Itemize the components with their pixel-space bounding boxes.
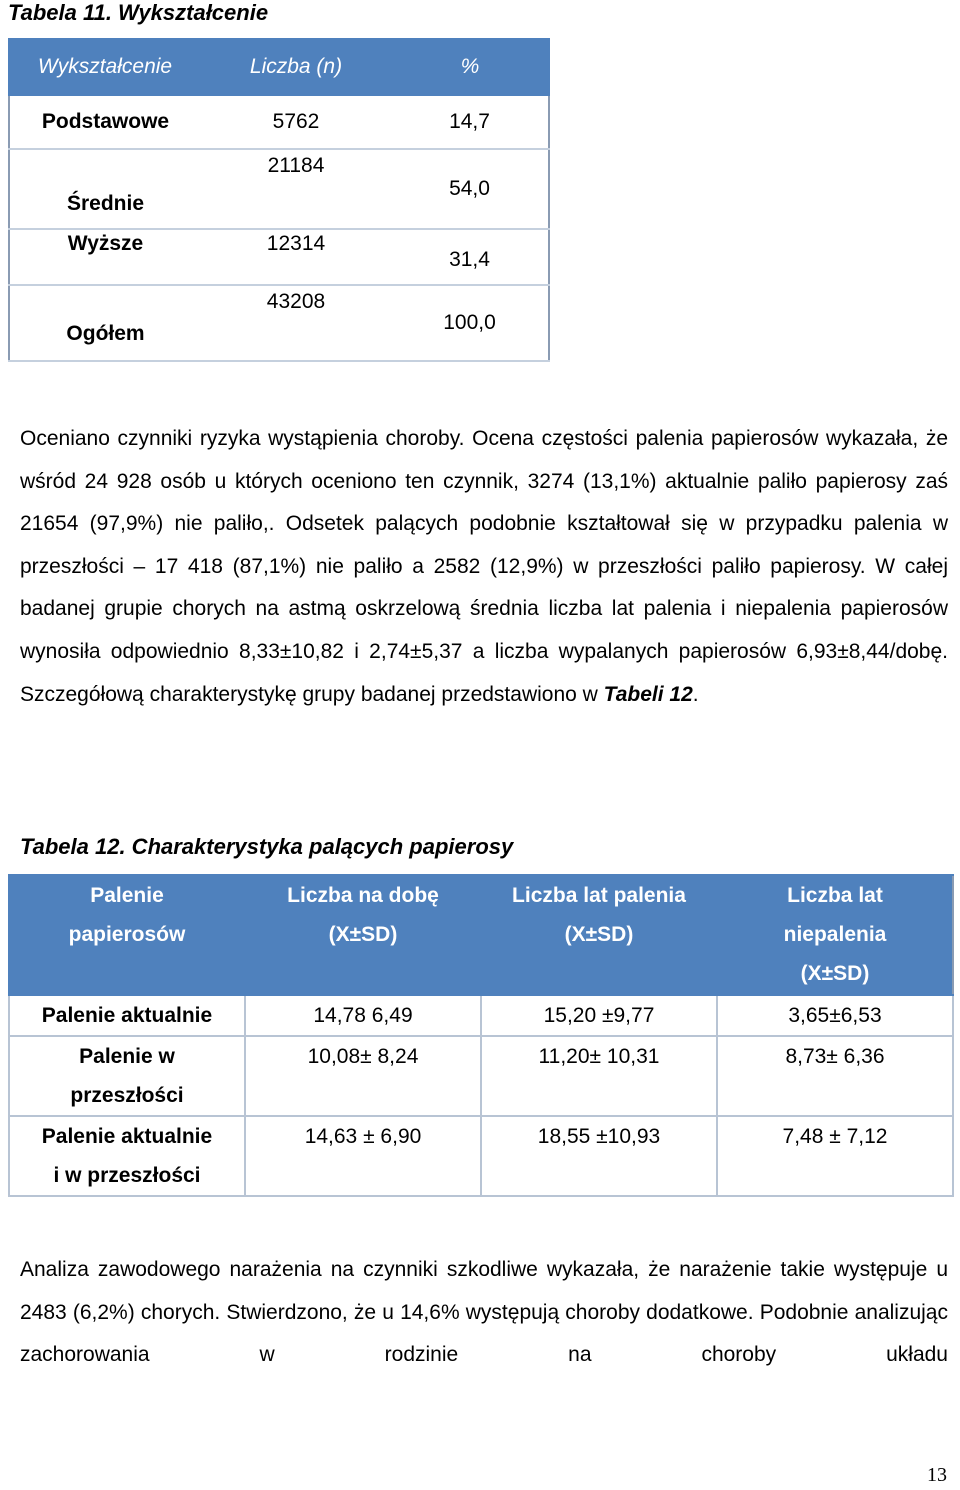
column-header: Palenie papierosów bbox=[9, 875, 245, 995]
row-label: Palenie w przeszłości bbox=[9, 1036, 245, 1116]
paragraph-end: . bbox=[692, 682, 699, 706]
table-row bbox=[9, 149, 549, 229]
row-label: Średnie bbox=[9, 149, 201, 229]
years-smoking-cell: 18,55 ±10,93 bbox=[481, 1116, 717, 1196]
table-row bbox=[9, 285, 549, 361]
smokers-table bbox=[8, 874, 954, 1197]
page-number: 13 bbox=[927, 1464, 947, 1486]
count-cell: 5762 bbox=[201, 95, 391, 149]
percent-cell: 100,0 bbox=[391, 285, 549, 361]
table-row bbox=[9, 95, 549, 149]
years-nonsmoking-cell: 7,48 ± 7,12 bbox=[717, 1116, 953, 1196]
table-row bbox=[9, 1116, 953, 1196]
body-paragraph-2: Analiza zawodowego narażenia na czynniki szkodliwe wykazała, że narażenie takie występuje u 2483 (6,2%) chorych. Stwierdzono, że u 14,6% występują choroby dodatkowe. Podobnie analizując zachorowania w rodzinie na choroby układu bbox=[20, 1258, 948, 1367]
count-cell: 21184 bbox=[201, 149, 391, 229]
years-smoking-cell: 15,20 ±9,77 bbox=[481, 995, 717, 1036]
daily-count-cell: 14,63 ± 6,90 bbox=[245, 1116, 481, 1196]
count-cell: 12314 bbox=[201, 229, 391, 285]
daily-count-cell: 14,78 6,49 bbox=[245, 995, 481, 1036]
row-label: Palenie aktualnie i w przeszłości bbox=[9, 1116, 245, 1196]
column-header: Wykształcenie bbox=[9, 39, 201, 95]
percent-cell: 14,7 bbox=[391, 95, 549, 149]
count-cell: 43208 bbox=[201, 285, 391, 361]
paragraph-text: Oceniano czynniki ryzyka wystąpienia choroby. Ocena częstości palenia papierosów wykazała, że wśród 24 928 osób u których oceniono ten czynnik, 3274 (13,1%) aktualnie paliło papierosy zaś 21654 (97,9%) nie paliło,. Odsetek palących podobnie kształtował się w przypadku palenia w przeszłości – 17 418 (87,1%) nie paliło a 2582 (12,9%) w przeszłości paliło papierosy. W całej badanej grupie chorych na astmą oskrzelową średnia liczba lat palenia i niepalenia papierosów wynosiła odpowiednio 8,33±10,82 i 2,74±5,37 a liczba wypalanych papierosów 6,93±8,44/dobę. Szczegółową charakterystykę grupy badanej przedstawiono w bbox=[20, 427, 948, 706]
table-header-row bbox=[9, 875, 953, 995]
column-header: % bbox=[391, 39, 549, 95]
row-label: Palenie aktualnie bbox=[9, 995, 245, 1036]
row-label: Wyższe bbox=[9, 229, 201, 285]
row-label: Podstawowe bbox=[9, 95, 201, 149]
years-nonsmoking-cell: 8,73± 6,36 bbox=[717, 1036, 953, 1116]
column-header: Liczba lat niepalenia (X±SD) bbox=[717, 875, 953, 995]
table-reference: Tabeli 12 bbox=[603, 682, 693, 706]
table12-caption: Tabela 12. Charakterystyka palących papierosy bbox=[20, 834, 514, 859]
table-row bbox=[9, 1036, 953, 1116]
years-nonsmoking-cell: 3,65±6,53 bbox=[717, 995, 953, 1036]
row-label: Ogółem bbox=[9, 285, 201, 361]
percent-cell: 31,4 bbox=[391, 229, 549, 285]
percent-cell: 54,0 bbox=[391, 149, 549, 229]
table-row bbox=[9, 995, 953, 1036]
table-header-row bbox=[9, 39, 549, 95]
column-header: Liczba lat palenia (X±SD) bbox=[481, 875, 717, 995]
years-smoking-cell: 11,20± 10,31 bbox=[481, 1036, 717, 1116]
table11-caption: Tabela 11. Wykształcenie bbox=[8, 0, 269, 25]
column-header: Liczba (n) bbox=[201, 39, 391, 95]
body-paragraph bbox=[20, 418, 948, 716]
column-header: Liczba na dobę (X±SD) bbox=[245, 875, 481, 995]
daily-count-cell: 10,08± 8,24 bbox=[245, 1036, 481, 1116]
table-row bbox=[9, 229, 549, 285]
education-table bbox=[8, 38, 550, 362]
